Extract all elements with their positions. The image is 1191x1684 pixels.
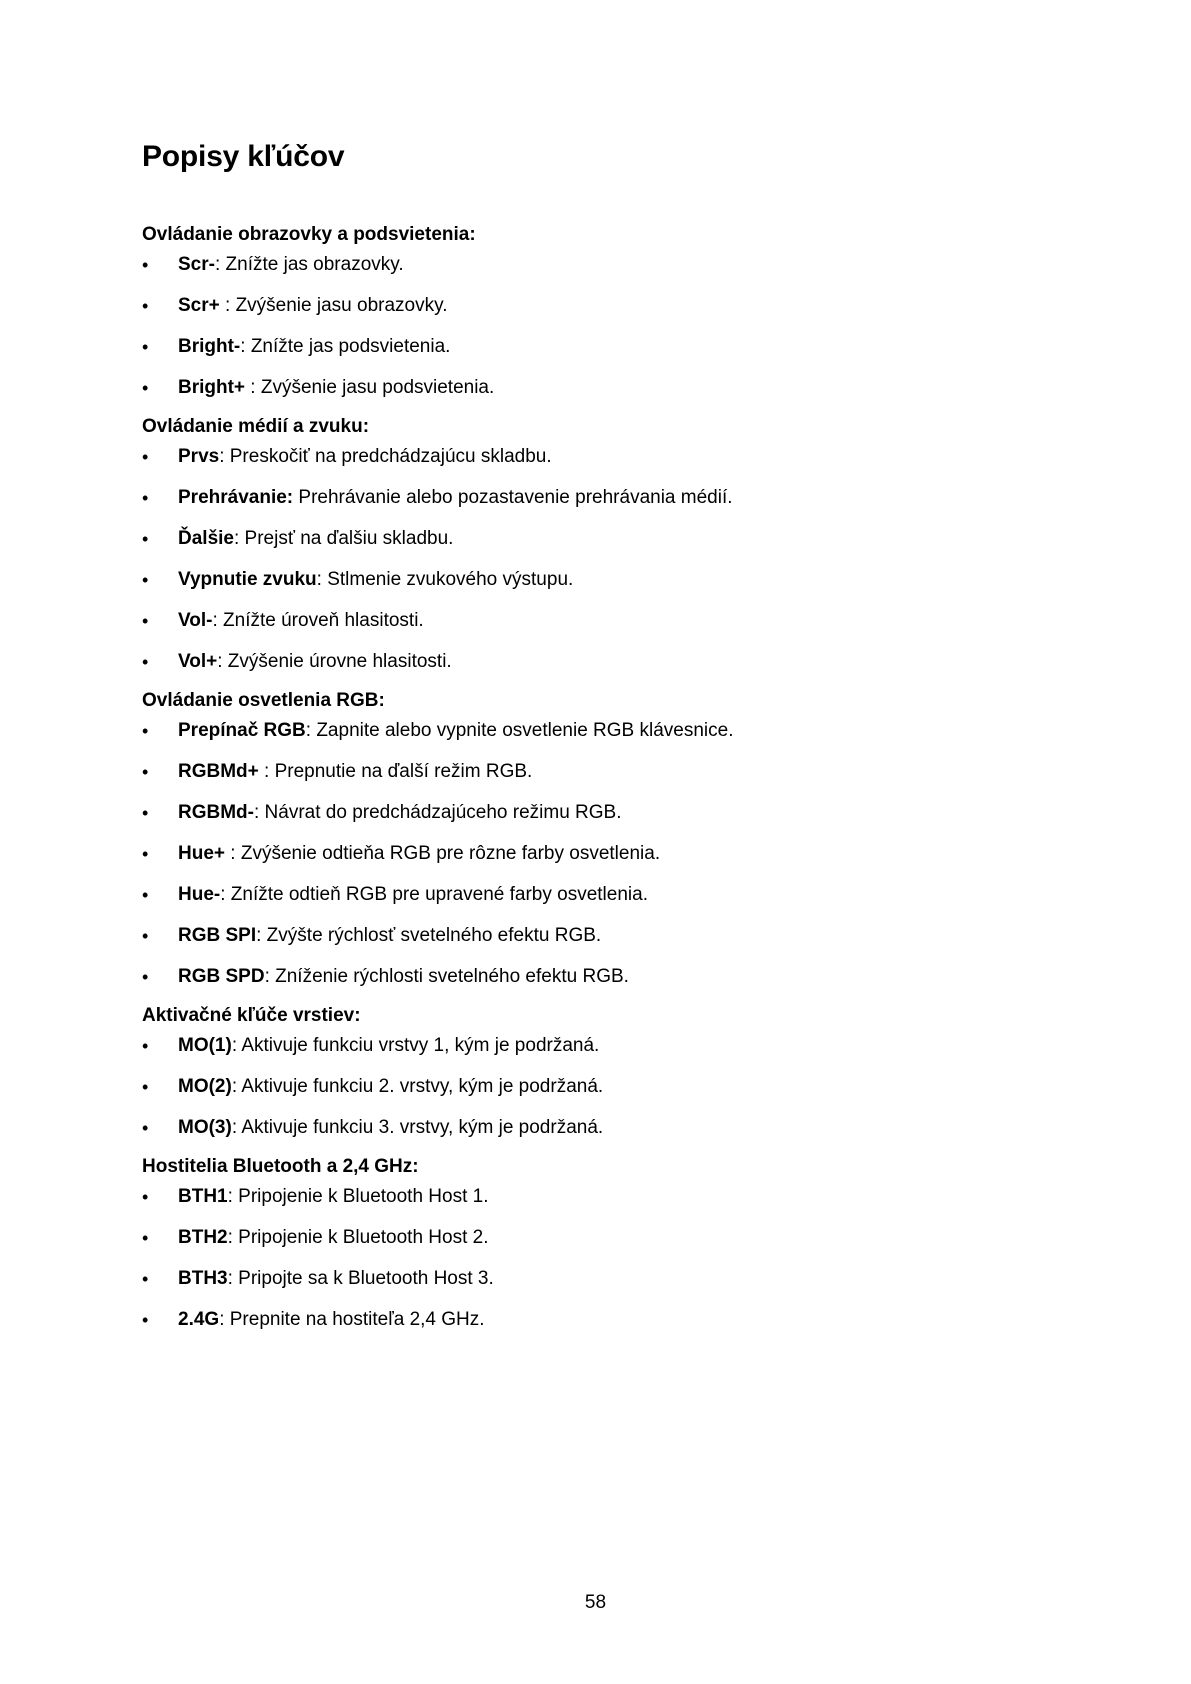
list-item xyxy=(142,373,1042,403)
key-term: Hue- xyxy=(178,884,221,905)
bullet-list xyxy=(142,442,1042,677)
key-term: Scr- xyxy=(178,254,215,275)
bullet-icon: • xyxy=(142,1228,149,1248)
key-description: : Návrat do predchádzajúceho režimu RGB. xyxy=(253,802,622,823)
key-description: : Pripojenie k Bluetooth Host 1. xyxy=(227,1186,489,1207)
list-item xyxy=(142,291,1042,332)
bullet-icon: • xyxy=(142,378,149,398)
key-descriptions xyxy=(142,220,1042,1344)
bullet-icon: • xyxy=(142,721,149,741)
bullet-icon: • xyxy=(142,1077,149,1097)
list-item xyxy=(142,1305,1042,1335)
list-item xyxy=(142,921,1042,962)
section-heading: Ovládanie osvetlenia RGB: xyxy=(142,690,385,711)
key-description: : Znížte jas obrazovky. xyxy=(214,254,404,275)
bullet-icon: • xyxy=(142,1269,149,1289)
key-term: Vypnutie zvuku xyxy=(178,569,317,590)
key-term: RGB SPD xyxy=(178,966,265,987)
list-item xyxy=(142,1223,1042,1264)
key-description: : Zvýšte rýchlosť svetelného efektu RGB. xyxy=(256,925,602,946)
bullet-icon: • xyxy=(142,1036,149,1056)
list-item xyxy=(142,1113,1042,1143)
list-item xyxy=(142,716,1042,757)
key-description: : Pripojenie k Bluetooth Host 2. xyxy=(227,1227,489,1248)
page-number: 58 xyxy=(584,1592,607,1613)
key-term: Ďalšie xyxy=(178,528,234,549)
list-item xyxy=(142,647,1042,677)
key-term: MO(3) xyxy=(178,1117,232,1138)
bullet-icon: • xyxy=(142,1118,149,1138)
bullet-icon: • xyxy=(142,337,149,357)
list-item xyxy=(142,1182,1042,1223)
bullet-icon: • xyxy=(142,803,149,823)
section-heading: Hostitelia Bluetooth a 2,4 GHz: xyxy=(142,1156,419,1177)
key-term: MO(2) xyxy=(178,1076,232,1097)
list-item xyxy=(142,1072,1042,1113)
list-item xyxy=(142,962,1042,992)
key-term: RGBMd+ xyxy=(178,761,259,782)
bullet-icon: • xyxy=(142,611,149,631)
key-description: : Zvýšenie jasu podsvietenia. xyxy=(245,377,495,398)
key-term: RGB SPI xyxy=(178,925,257,946)
key-term: Hue+ xyxy=(178,843,225,864)
list-item xyxy=(142,250,1042,291)
bullet-icon: • xyxy=(142,488,149,508)
bullet-icon: • xyxy=(142,447,149,467)
key-description: : Prejsť na ďalšiu skladbu. xyxy=(233,528,454,549)
list-item xyxy=(142,880,1042,921)
key-description: Prehrávanie alebo pozastavenie prehrávania médií. xyxy=(293,487,733,508)
list-item xyxy=(142,839,1042,880)
key-term: Bright+ xyxy=(178,377,246,398)
key-description: : Zvýšenie úrovne hlasitosti. xyxy=(217,651,452,672)
bullet-list xyxy=(142,250,1042,403)
key-description: : Znížte odtieň RGB pre upravené farby osvetlenia. xyxy=(220,884,648,905)
key-term: BTH2 xyxy=(178,1227,228,1248)
list-item xyxy=(142,798,1042,839)
bullet-icon: • xyxy=(142,762,149,782)
bullet-icon: • xyxy=(142,652,149,672)
bullet-icon: • xyxy=(142,529,149,549)
list-item xyxy=(142,1264,1042,1305)
key-description: : Znížte jas podsvietenia. xyxy=(240,336,451,357)
key-term: Vol+ xyxy=(178,651,218,672)
section-heading: Ovládanie obrazovky a podsvietenia: xyxy=(142,224,476,245)
key-description: : Znížte úroveň hlasitosti. xyxy=(212,610,424,631)
bullet-list xyxy=(142,716,1042,992)
key-term: Vol- xyxy=(178,610,213,631)
bullet-icon: • xyxy=(142,255,149,275)
bullet-icon: • xyxy=(142,885,149,905)
list-item xyxy=(142,565,1042,606)
list-item xyxy=(142,332,1042,373)
key-term: Bright- xyxy=(178,336,241,357)
bullet-icon: • xyxy=(142,844,149,864)
list-item xyxy=(142,606,1042,647)
bullet-icon: • xyxy=(142,926,149,946)
key-description: : Zvýšenie odtieňa RGB pre rôzne farby osvetlenia. xyxy=(225,843,661,864)
key-description: : Stlmenie zvukového výstupu. xyxy=(316,569,574,590)
list-item xyxy=(142,442,1042,483)
key-term: Prvs xyxy=(178,446,220,467)
bullet-list xyxy=(142,1031,1042,1143)
bullet-icon: • xyxy=(142,1310,149,1330)
key-description: : Aktivuje funkciu 2. vrstvy, kým je podržaná. xyxy=(231,1076,604,1097)
bullet-list xyxy=(142,1182,1042,1335)
bullet-icon: • xyxy=(142,967,149,987)
bullet-icon: • xyxy=(142,570,149,590)
key-term: BTH1 xyxy=(178,1186,228,1207)
key-description: : Pripojte sa k Bluetooth Host 3. xyxy=(227,1268,494,1289)
key-description: : Zapnite alebo vypnite osvetlenie RGB klávesnice. xyxy=(305,720,734,741)
key-term: Prepínač RGB xyxy=(178,720,306,741)
key-description: : Zníženie rýchlosti svetelného efektu RGB. xyxy=(264,966,629,987)
key-term: Scr+ xyxy=(178,295,220,316)
page-title: Popisy kľúčov xyxy=(142,140,345,173)
key-description: : Zvýšenie jasu obrazovky. xyxy=(219,295,448,316)
key-description: : Prepnite na hostiteľa 2,4 GHz. xyxy=(219,1309,485,1330)
section-heading: Aktivačné kľúče vrstiev: xyxy=(142,1005,361,1026)
key-term: BTH3 xyxy=(178,1268,228,1289)
list-item xyxy=(142,757,1042,798)
key-description: : Prepnutie na ďalší režim RGB. xyxy=(258,761,533,782)
key-description: : Preskočiť na predchádzajúcu skladbu. xyxy=(219,446,552,467)
key-description: : Aktivuje funkciu vrstvy 1, kým je podržaná. xyxy=(231,1035,600,1056)
bullet-icon: • xyxy=(142,296,149,316)
list-item xyxy=(142,524,1042,565)
list-item xyxy=(142,1031,1042,1072)
list-item xyxy=(142,483,1042,524)
section-heading: Ovládanie médií a zvuku: xyxy=(142,416,370,437)
key-description: : Aktivuje funkciu 3. vrstvy, kým je podržaná. xyxy=(231,1117,604,1138)
key-term: RGBMd- xyxy=(178,802,254,823)
bullet-icon: • xyxy=(142,1187,149,1207)
key-term: Prehrávanie: xyxy=(178,487,294,508)
key-term: MO(1) xyxy=(178,1035,232,1056)
key-term: 2.4G xyxy=(178,1309,220,1330)
